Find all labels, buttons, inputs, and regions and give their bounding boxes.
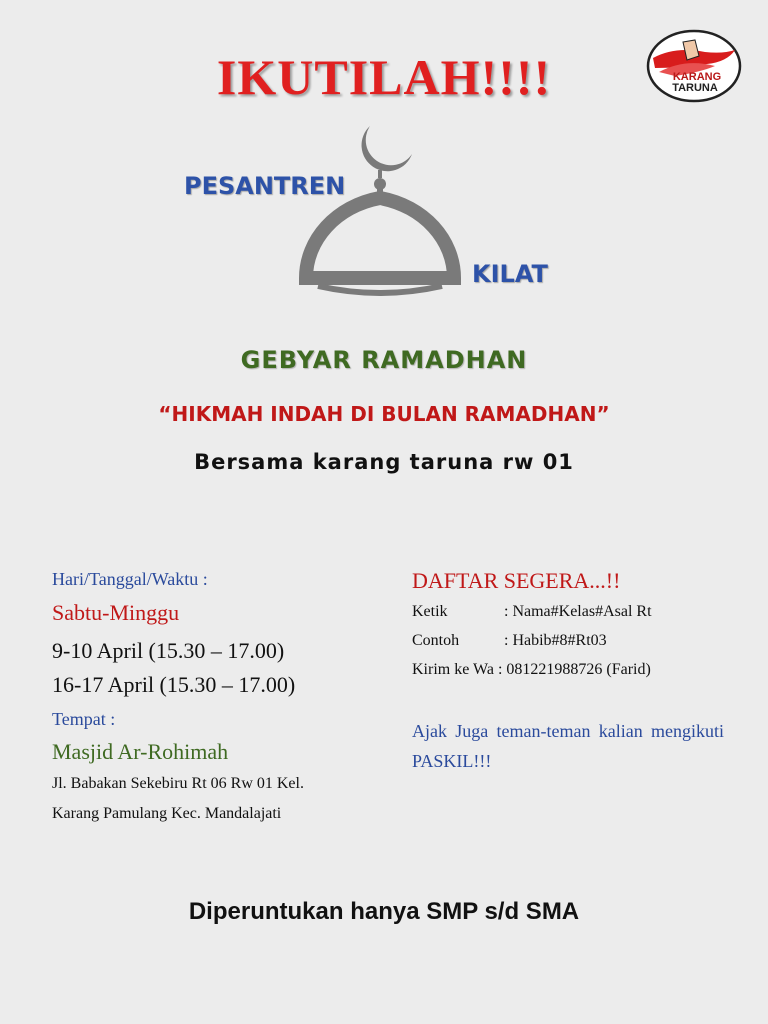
register-row-value: : Habib#8#Rt03 [504,632,607,649]
register-row [412,604,652,620]
logo-text-taruna: TARUNA [672,82,718,94]
event-word-pesantren: PESANTREN [184,172,346,200]
register-row [412,633,607,649]
address-line: Jl. Babakan Sekebiru Rt 06 Rw 01 Kel. [52,775,304,792]
program-title: GEBYAR RAMADHAN [240,346,528,374]
register-row-key: Ketik [412,603,448,620]
logo-text-karang: KARANG [672,71,722,83]
invite-text: Ajak Juga teman-teman kalian mengikuti PASKIL!!! [412,721,724,771]
organizer-line: Bersama karang taruna rw 01 [194,450,574,474]
register-row-value: : Nama#Kelas#Asal Rt [504,603,652,620]
address-line: Karang Pamulang Kec. Mandalajati [52,805,282,822]
register-contact: Kirim ke Wa : 081221988726 (Farid) [412,661,651,678]
place-name: Masjid Ar-Rohimah [52,739,229,764]
audience-note: Diperuntukan hanya SMP s/d SMA [188,898,580,925]
register-title: DAFTAR SEGERA...!! [412,568,621,593]
crescent-moon-icon [362,126,412,171]
karang-taruna-logo [645,28,743,104]
event-word-kilat: KILAT [472,260,548,288]
tagline: “HIKMAH INDAH DI BULAN RAMADHAN” [158,402,610,426]
schedule-session: 9-10 April (15.30 – 17.00) [52,638,285,663]
headline: IKUTILAH!!!! [216,49,552,105]
place-label: Tempat : [52,709,116,729]
schedule-days: Sabtu-Minggu [52,600,180,625]
schedule-label: Hari/Tanggal/Waktu : [52,569,208,589]
register-row-key: Contoh [412,632,460,649]
schedule-session: 16-17 April (15.30 – 17.00) [52,672,296,697]
mosque-dome-icon [296,120,466,300]
